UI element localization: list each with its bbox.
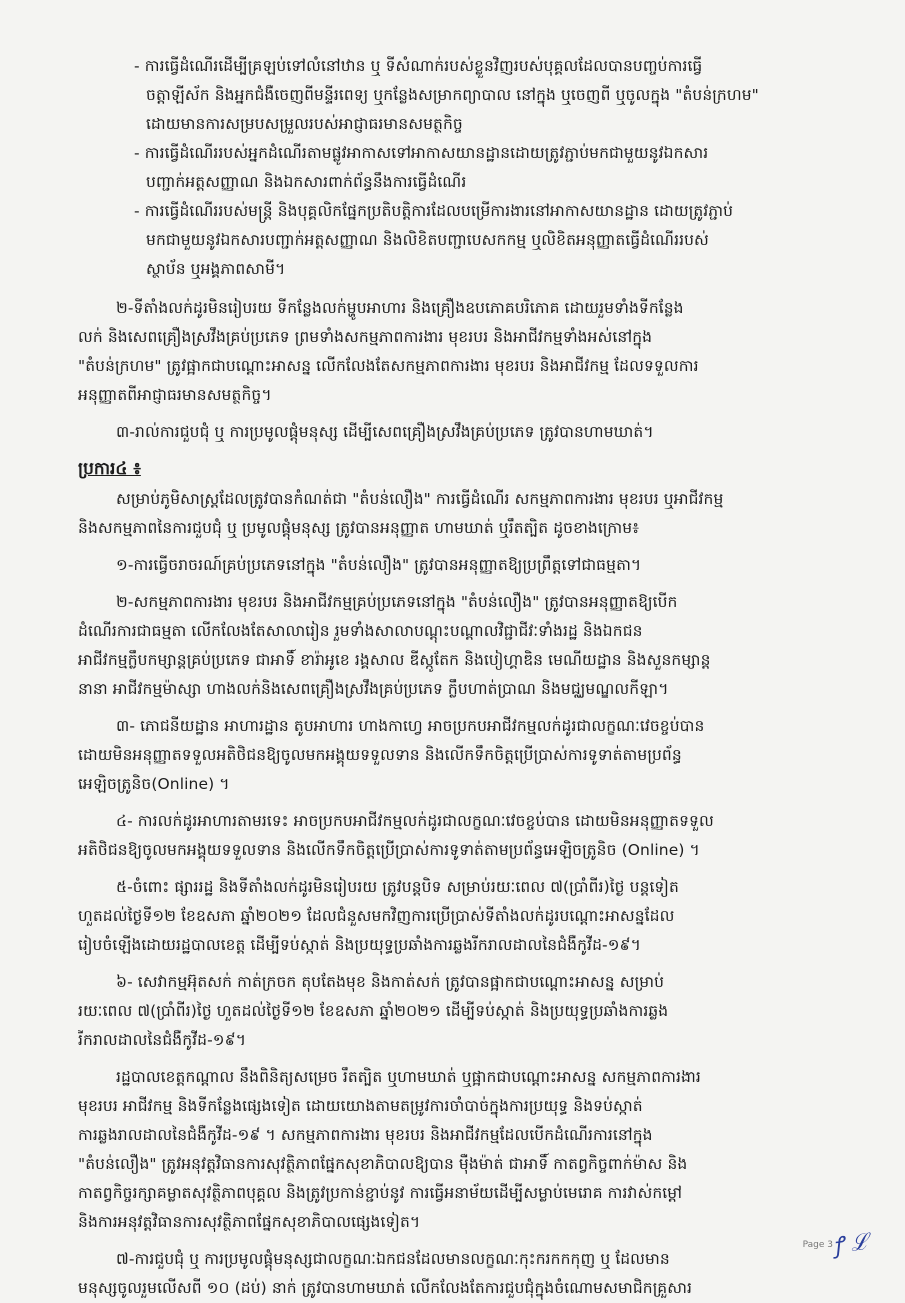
text-line: ចត្តាឡីស័ក និងអ្នកជំងឺចេញពីមន្ទីរពេទ្យ ឬកន្លែងសម្រាកព្យាបាល នៅក្នុង ឬចេញពី ឬចូលក្នុង "តំបន់ក្រហម" [146,86,759,104]
text-line: អនុញ្ញាតពីអាជ្ញាធរមានសមត្ថកិច្ច។ [78,386,272,404]
bullet-air-travel: - ការធ្វើដំណើររបស់អ្នកដំណើរតាមផ្លូវអាកាសទៅអាកាសយានដ្ឋានដោយត្រូវភ្ជាប់មកជាមួយនូវឯកសារ [134,144,709,162]
article-4-heading: ប្រការ៤ ៖ [78,459,141,479]
bullet-return-home: - ការធ្វើដំណើរដើម្បីគ្រឡប់ទៅលំនៅឋាន ឬ ទីសំណាក់របស់ខ្លួនវិញរបស់បុគ្គលដែលបានបញ្ចប់ការធ្វើ [134,57,703,75]
bullet-airport-staff: - ការធ្វើដំណើររបស់មន្ត្រី និងបុគ្គលិកផ្នែកប្រតិបត្តិការដែលបម្រើការងារនៅអាកាសយានដ្ឋាន ដោយត្រូវភ្ជាប់ [134,202,734,220]
text-line: ដំណើរការជាធម្មតា លើកលែងតែសាលារៀន រួមទាំងសាលាបណ្តុះបណ្តាលវិជ្ជាជីវៈទាំងរដ្ឋ និងឯកជន [78,622,643,640]
item-2-markets: ២-ទីតាំងលក់ដូរមិនរៀបរយ ទីកន្លែងលក់ម្ហូបអាហារ និងគ្រឿងឧបភោគបរិភោគ ដោយរួមទាំងទីកន្លែង [116,299,684,317]
text-line: កាតព្វកិច្ចរក្សាគម្លាតសុវត្ថិភាពបុគ្គល និងត្រូវប្រកាន់ខ្ជាប់នូវ ការធ្វើអនាម័យដើម្បីសម្លាប់មេរោគ ការវាស់កម្តៅ [78,1184,683,1202]
text-line: មនុស្សចូលរួមលើសពី ១០ (ដប់) នាក់ ត្រូវបានហាមឃាត់ លើកលែងតែការជួបជុំក្នុងចំណោមសមាជិកគ្រួសារ [78,1279,693,1297]
text-line: អតិថិជនឱ្យចូលមកអង្គុយទទួលទាន និងលើកទឹកចិត្តប្រើប្រាស់ការទូទាត់តាមប្រព័ន្ធអេឡិចត្រូនិច (Online) ។ [78,841,700,859]
text-line: មុខរបរ អាជីវកម្ម និងទីកន្លែងផ្សេងទៀត ដោយយោងតាមតម្រូវការចាំបាច់ក្នុងការប្រយុទ្ធ និងទប់ស្កាត់ [78,1097,643,1115]
text-line: លក់ និងសេពគ្រឿងស្រវឹងគ្រប់ប្រភេទ ព្រមទាំងសកម្មភាពការងារ មុខរបរ និងអាជីវកម្មទាំងអស់នៅក្នុង [78,328,653,346]
text-line: ស្ថាប័ន ឬអង្គភាពសាមី។ [146,260,286,278]
item-6-salons: ៦- សេវាកម្មអ៊ុតសក់ កាត់ក្រចក តុបតែងមុខ និងកាត់សក់ ត្រូវបានផ្អាកជាបណ្តោះអាសន្ន សម្រាប់ [116,973,665,991]
text-line: និងសកម្មភាពនៃការជួបជុំ ឬ ប្រមូលផ្តុំមនុស្ស ត្រូវបានអនុញ្ញាត ហាមឃាត់ ឬរឹតត្បិត ដូចខាងក្រោម៖ [78,519,640,537]
page-number: Page 3 [802,1240,833,1250]
text-line: រៀបចំឡើងដោយរដ្ឋបាលខេត្ត ដើម្បីទប់ស្កាត់ និងប្រយុទ្ធប្រឆាំងការឆ្លងរីករាលដាលនៃជំងឺកូវីដ-១៩។ [78,936,641,954]
text-line: "តំបន់លឿង" ត្រូវអនុវត្តវិធានការសុវត្ថិភាពផ្នែកសុខាភិបាលឱ្យបាន ម៉ឺងម៉ាត់ ជាអាទិ៍ កាតព្វកិច្ចពាក់ម៉ាស និង [78,1155,688,1173]
text-line: ការឆ្លងរាលដាលនៃជំងឺកូវីដ-១៩ ។ សកម្មភាពការងារ មុខរបរ និងអាជីវកម្មដែលបើកដំណើរការនៅក្នុង [78,1126,653,1144]
text-line: អាជីវកម្មក្លឹបកម្សាន្តគ្រប់ប្រភេទ ជាអាទិ៍ ខារ៉ាអូខេ រង្គសាល ឌីស្កូតែក និងបៀហ្គាឌិន មេណីយដ្ឋាន និងសួនកម្សាន្ត [78,651,711,669]
text-line: រយៈពេល ៧(ប្រាំពីរ)ថ្ងៃ ហួតដល់ថ្ងៃទី១២ ខែឧសភា ឆ្នាំ២០២១ ដើម្បីទប់ស្កាត់ និងប្រយុទ្ធប្រឆាំងការឆ្លង [78,1002,669,1020]
item-5-markets-closed: ៥-ចំពោះ ផ្សាររដ្ឋ និងទីតាំងលក់ដូរមិនរៀបរយ ត្រូវបន្តបិទ សម្រាប់រយៈពេល ៧(ប្រាំពីរ)ថ្ងៃ បន្តទៀត [116,878,679,896]
item-1-traffic: ១-ការធ្វើចរាចរណ៍គ្រប់ប្រភេទនៅក្នុង "តំបន់លឿង" ត្រូវបានអនុញ្ញាតឱ្យប្រព្រឹត្តទៅជាធម្មតា។ [116,556,642,574]
text-line: ហួតដល់ថ្ងៃទី១២ ខែឧសភា ឆ្នាំ២០២១ ដែលជំនួសមកវិញការប្រើប្រាស់ទីតាំងលក់ដូរបណ្តោះអាសន្នដែល [78,907,675,925]
text-line: មកជាមួយនូវឯកសារបញ្ជាក់អត្តសញ្ញាណ និងលិខិតបញ្ជាបេសកកម្ម ឬលិខិតអនុញ្ញាតធ្វើដំណើររបស់ [146,231,709,249]
article-4-intro: សម្រាប់ភូមិសាស្ត្រដែលត្រូវបានកំណត់ជា "តំបន់លឿង" ការធ្វើដំណើរ សកម្មភាពការងារ មុខរបរ ឬអាជីវកម្ម [116,490,724,508]
item-4-carts: ៤- ការលក់ដូរអាហារតាមរទេះ អាចប្រកបអាជីវកម្មលក់ដូរជាលក្ខណៈវេចខ្ចប់បាន ដោយមិនអនុញ្ញាតទទួល [116,812,714,830]
text-line: "តំបន់ក្រហម" ត្រូវផ្អាកជាបណ្តោះអាសន្ន លើកលែងតែសកម្មភាពការងារ មុខរបរ និងអាជីវកម្ម ដែលទទួលការ [78,357,699,375]
item-3-restaurants: ៣- ភោជនីយដ្ឋាន អាហារដ្ឋាន តូបអាហារ ហាងកាហ្វេ អាចប្រកបអាជីវកម្មលក់ដូរជាលក្ខណៈវេចខ្ចប់បាន [116,717,705,735]
text-line: នានា អាជីវកម្មម៉ាស្សា ហាងលក់និងសេពគ្រឿងស្រវឹងគ្រប់ប្រភេទ ក្លឹបហាត់ប្រាណ និងមជ្ឈមណ្ឌលកីឡា។ [78,680,669,698]
admin-review-paragraph: រដ្ឋបាលខេត្តកណ្តាល នឹងពិនិត្យសម្រេច រឹតត្បិត ឬហាមឃាត់ ឬផ្អាកជាបណ្តោះអាសន្ន សកម្មភាពការងារ [116,1068,701,1086]
text-line: អេឡិចត្រូនិច(Online) ។ [78,775,230,793]
item-2-business: ២-សកម្មភាពការងារ មុខរបរ និងអាជីវកម្មគ្រប់ប្រភេទនៅក្នុង "តំបន់លឿង" ត្រូវបានអនុញ្ញាតឱ្យបើក [116,593,678,611]
signature-initials: ꝭ ℒ [831,1229,871,1260]
item-7-private-gatherings: ៧-ការជួបជុំ ឬ ការប្រមូលផ្តុំមនុស្សជាលក្ខណៈឯកជនដែលមានលក្ខណៈកុះករកកកុញ ឬ ដែលមាន [116,1250,670,1268]
text-line: បញ្ជាក់អត្តសញ្ញាណ និងឯកសារពាក់ព័ន្ធនឹងការធ្វើដំណើរ [146,173,467,191]
text-line: និងការអនុវត្តវិធានការសុវត្ថិភាពផ្នែកសុខាភិបាលផ្សេងទៀត។ [78,1213,421,1231]
item-3-gatherings: ៣-រាល់ការជួបជុំ ឬ ការប្រមូលផ្តុំមនុស្ស ដើម្បីសេពគ្រឿងស្រវឹងគ្រប់ប្រភេទ ត្រូវបានហាមឃាត់។ [116,423,654,441]
text-line: ដោយមានការសម្របសម្រួលរបស់អាជ្ញាធរមានសមត្ថកិច្ច [146,115,463,133]
text-line: រីករាលដាលនៃជំងឺកូវីដ-១៩។ [78,1031,247,1049]
text-line: ដោយមិនអនុញ្ញាតទទួលអតិថិជនឱ្យចូលមកអង្គុយទទួលទាន និងលើកទឹកចិត្តប្រើប្រាស់ការទូទាត់តាមប្រព័ន្ធ [78,746,682,764]
